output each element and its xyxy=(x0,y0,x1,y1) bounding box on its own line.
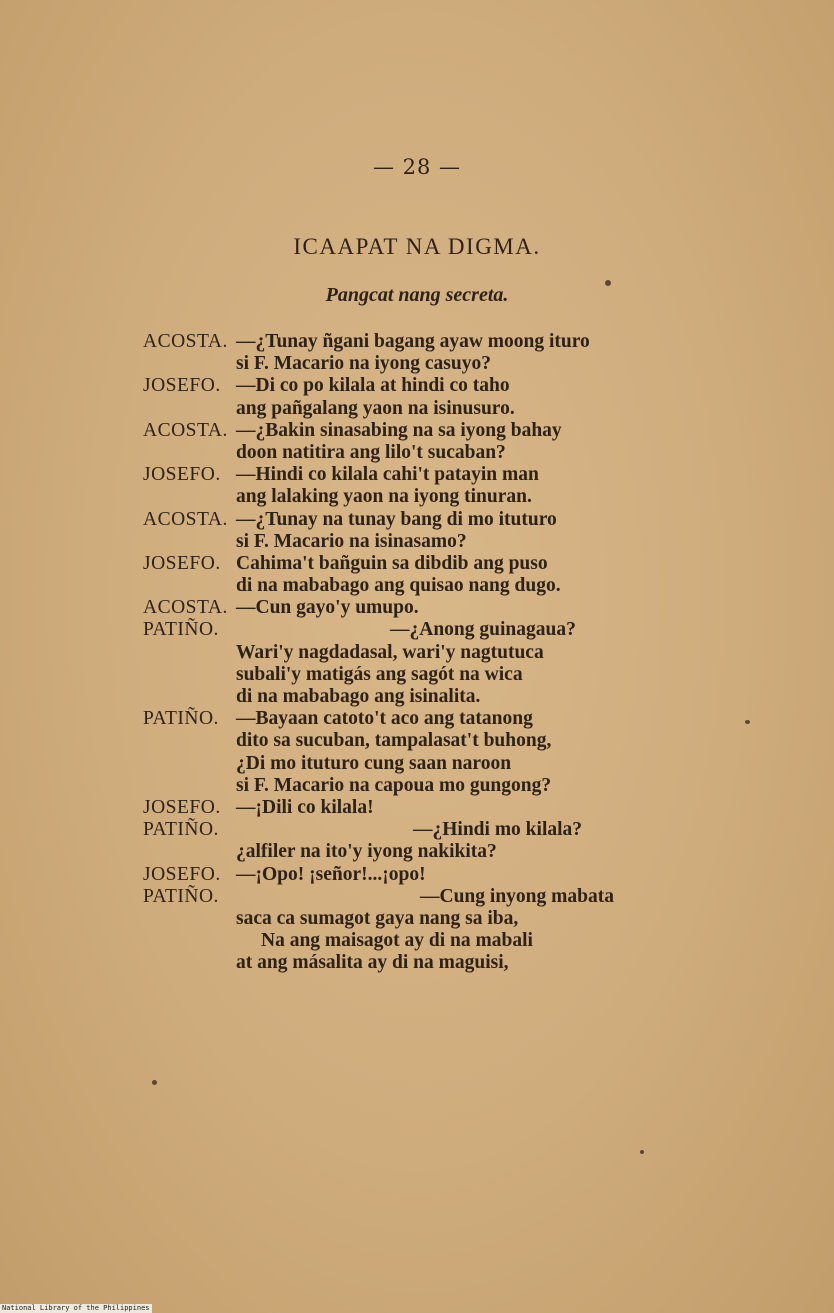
dialogue-text: Wari'y nagdadasal, wari'y nagtutuca xyxy=(236,641,544,663)
dialogue-line xyxy=(143,908,683,930)
dialogue-text: —¡Opo! ¡señor!...¡opo! xyxy=(236,863,426,885)
dialogue-text: si F. Macario na capoua mo gungong? xyxy=(236,774,552,796)
speaker-name: ACOSTA. xyxy=(143,597,228,619)
dialogue-line xyxy=(143,775,683,797)
dialogue-text: di na mababago ang isinalita. xyxy=(236,686,481,707)
paper-speck xyxy=(745,720,750,724)
dialogue-text: si F. Macario na isinasamo? xyxy=(236,530,467,552)
speaker-name: ACOSTA. xyxy=(143,331,228,352)
dialogue-line xyxy=(143,619,683,641)
speaker-name: PATIÑO. xyxy=(143,819,219,841)
dialogue-text: —Cung inyong mabata xyxy=(420,885,614,907)
dialogue-text: saca ca sumagot gaya nang sa iba, xyxy=(236,907,519,929)
dialogue-line xyxy=(143,819,683,841)
dialogue-line xyxy=(143,420,683,442)
dialogue-text: —Cun gayo'y umupo. xyxy=(236,597,419,619)
dialogue-line xyxy=(143,353,683,375)
dialogue-line xyxy=(143,664,683,686)
dialogue-line xyxy=(143,553,683,575)
dialogue-line xyxy=(143,375,683,397)
dialogue-line xyxy=(143,864,683,886)
dialogue-text: si F. Macario na iyong casuyo? xyxy=(236,353,491,375)
dialogue-text: subali'y matigás ang sagót na wica xyxy=(236,663,523,685)
dialogue-line xyxy=(143,575,683,597)
dialogue-text: ¿Di mo ituturo cung saan naroon xyxy=(236,752,512,774)
dialogue-text: at ang másalita ay di na maguisi, xyxy=(236,952,509,974)
dialogue-line xyxy=(143,509,683,531)
speaker-name: JOSEFO. xyxy=(143,863,221,885)
dialogue-text: ang pañgalang yaon na isinusuro. xyxy=(236,397,515,419)
paper-speck xyxy=(152,1080,157,1085)
paper-speck xyxy=(640,1150,644,1154)
dialogue-text: —Bayaan catoto't aco ang tatanong xyxy=(236,708,533,730)
speaker-name: PATIÑO. xyxy=(143,619,219,641)
dialogue-text: —Di co po kilala at hindi co taho xyxy=(236,375,510,397)
dialogue-line xyxy=(143,730,683,752)
dialogue-text: —¿Tunay ñgani bagang ayaw moong ituro xyxy=(236,331,590,352)
dialogue-line xyxy=(143,886,683,908)
dialogue-line xyxy=(143,686,683,708)
dialogue-line xyxy=(143,841,683,863)
dialogue-text: di na mababago ang quisao nang dugo. xyxy=(236,575,561,597)
dialogue-text: Na ang maisagot ay di na mabali xyxy=(261,930,533,952)
dialogue-line xyxy=(143,531,683,553)
dialogue-line xyxy=(143,753,683,775)
dialogue-line xyxy=(143,331,683,353)
dialogue-line xyxy=(143,642,683,664)
dialogue-text: —¿Tunay na tunay bang di mo ituturo xyxy=(236,508,557,530)
dialogue-text: —Hindi co kilala cahi't patayin man xyxy=(236,464,539,486)
page-number: — 28 — xyxy=(372,155,462,179)
dialogue-text: doon natitira ang lilo't sucaban? xyxy=(236,441,506,463)
dialogue-line xyxy=(143,464,683,486)
dialogue-text: dito sa sucuban, tampalasat't buhong, xyxy=(236,730,552,752)
speaker-name: PATIÑO. xyxy=(143,885,219,907)
speaker-name: ACOSTA. xyxy=(143,419,228,441)
dialogue-line xyxy=(143,797,683,819)
library-footer: National Library of the Philippines xyxy=(2,1304,150,1312)
dialogue-line xyxy=(143,952,683,974)
paper-speck xyxy=(605,280,611,286)
dialogue-line xyxy=(143,930,683,952)
dialogue-text: ¿alfiler na ito'y iyong nakikita? xyxy=(236,841,497,863)
dialogue-text: ang lalaking yaon na iyong tinuran. xyxy=(236,486,532,508)
scene-title: Pangcat nang secreta. xyxy=(325,284,509,306)
dialogue-text: —¿Anong guinagaua? xyxy=(390,619,576,641)
dialogue-text: —¿Bakin sinasabing na sa iyong bahay xyxy=(236,419,562,441)
dialogue-line xyxy=(143,708,683,730)
dialogue-text: —¿Hindi mo kilala? xyxy=(413,819,583,841)
dialogue-text: —¡Dili co kilala! xyxy=(236,796,374,818)
speaker-name: JOSEFO. xyxy=(143,796,221,818)
dialogue-line xyxy=(143,486,683,508)
dialogue-line xyxy=(143,398,683,420)
speaker-name: ACOSTA. xyxy=(143,508,228,530)
dialogue-line xyxy=(143,442,683,464)
act-title: ICAAPAT NA DIGMA. xyxy=(293,234,541,259)
dialogue-line xyxy=(143,597,683,619)
speaker-name: PATIÑO. xyxy=(143,708,219,730)
speaker-name: JOSEFO. xyxy=(143,464,221,486)
speaker-name: JOSEFO. xyxy=(143,375,221,397)
speaker-name: JOSEFO. xyxy=(143,552,221,574)
dialogue-text: Cahima't bañguin sa dibdib ang puso xyxy=(236,552,548,574)
dialogue-block xyxy=(143,331,683,974)
